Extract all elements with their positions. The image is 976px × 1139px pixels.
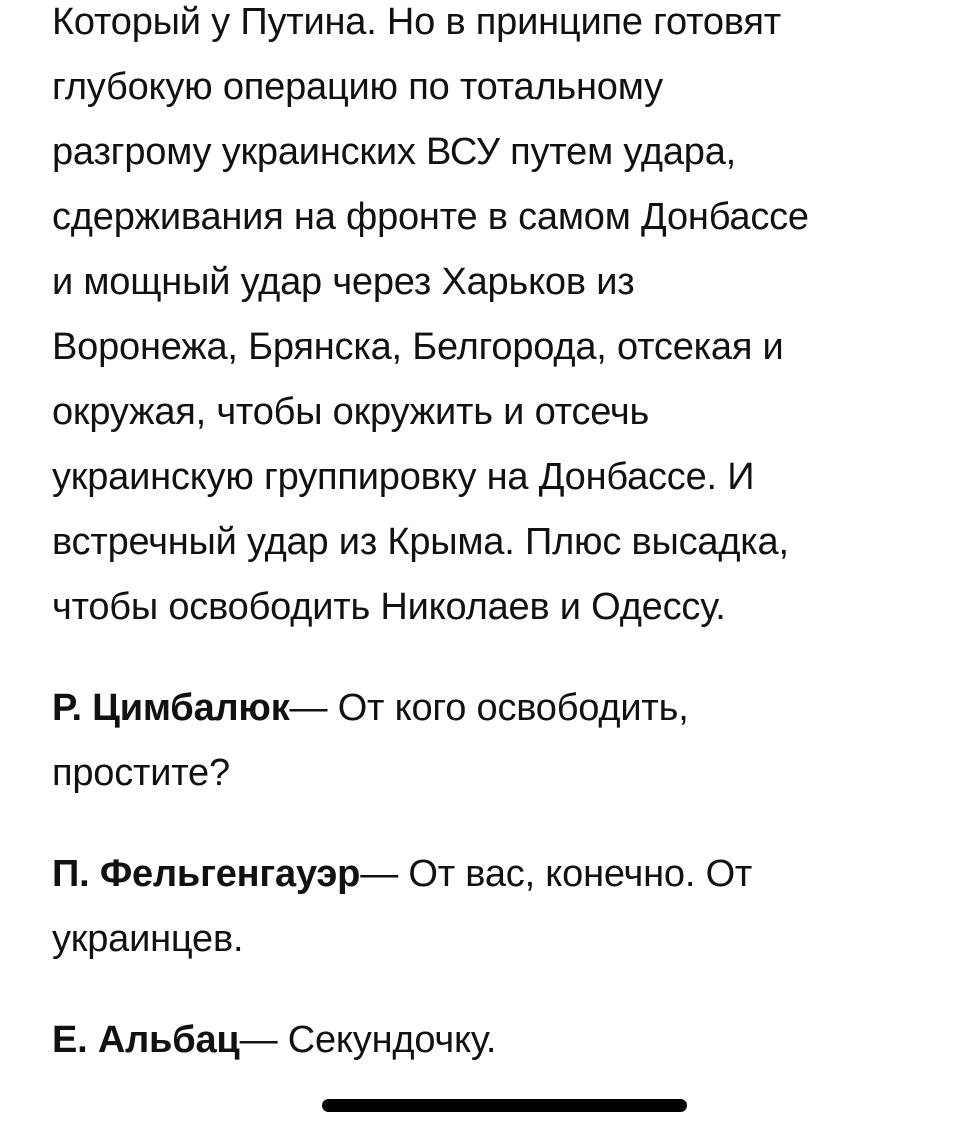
exchange-albats: [52, 1008, 952, 1073]
text-line: украинцев.: [52, 918, 244, 960]
speaker-name: Р. Цимбалюк: [52, 687, 290, 729]
text-line: встречный удар из Крыма. Плюс высадка,: [52, 521, 789, 563]
text-line: [52, 842, 952, 907]
speaker-name: П. Фельгенгауэр: [52, 853, 361, 895]
text-line: Воронежа, Брянска, Белгорода, отсекая и: [52, 326, 784, 368]
speech-text: От вас, конечно. От: [408, 853, 753, 895]
article-text: [52, 0, 952, 1073]
text-line: чтобы освободить Николаев и Одессу.: [52, 586, 726, 628]
text-line: разгрому украинских ВСУ путем удара,: [52, 131, 737, 173]
speech-text: Секундочку.: [287, 1019, 497, 1061]
text-line: окружая, чтобы окружить и отсечь: [52, 391, 650, 433]
text-line: простите?: [52, 752, 230, 794]
text-line: глубокую операцию по тотальному: [52, 66, 663, 108]
text-line: [52, 1008, 952, 1073]
text-line: и мощный удар через Харьков из: [52, 261, 635, 303]
text-line: украинскую группировку на Донбассе. И: [52, 456, 755, 498]
speaker-name: Е. Альбац: [52, 1019, 240, 1061]
paragraph-1: [52, 0, 952, 640]
exchange-tsimbalyuk: [52, 676, 952, 806]
exchange-felgengauer: [52, 842, 952, 972]
text-line: [52, 676, 952, 741]
home-indicator-bar[interactable]: [322, 1099, 687, 1112]
text-line: Который у Путина. Но в принципе готовят: [52, 1, 781, 43]
text-line: сдерживания на фронте в самом Донбассе: [52, 196, 809, 238]
speech-text: От кого освободить,: [337, 687, 689, 729]
speaker-dash: —: [360, 853, 409, 895]
speaker-dash: —: [289, 687, 338, 729]
speaker-dash: —: [239, 1019, 288, 1061]
